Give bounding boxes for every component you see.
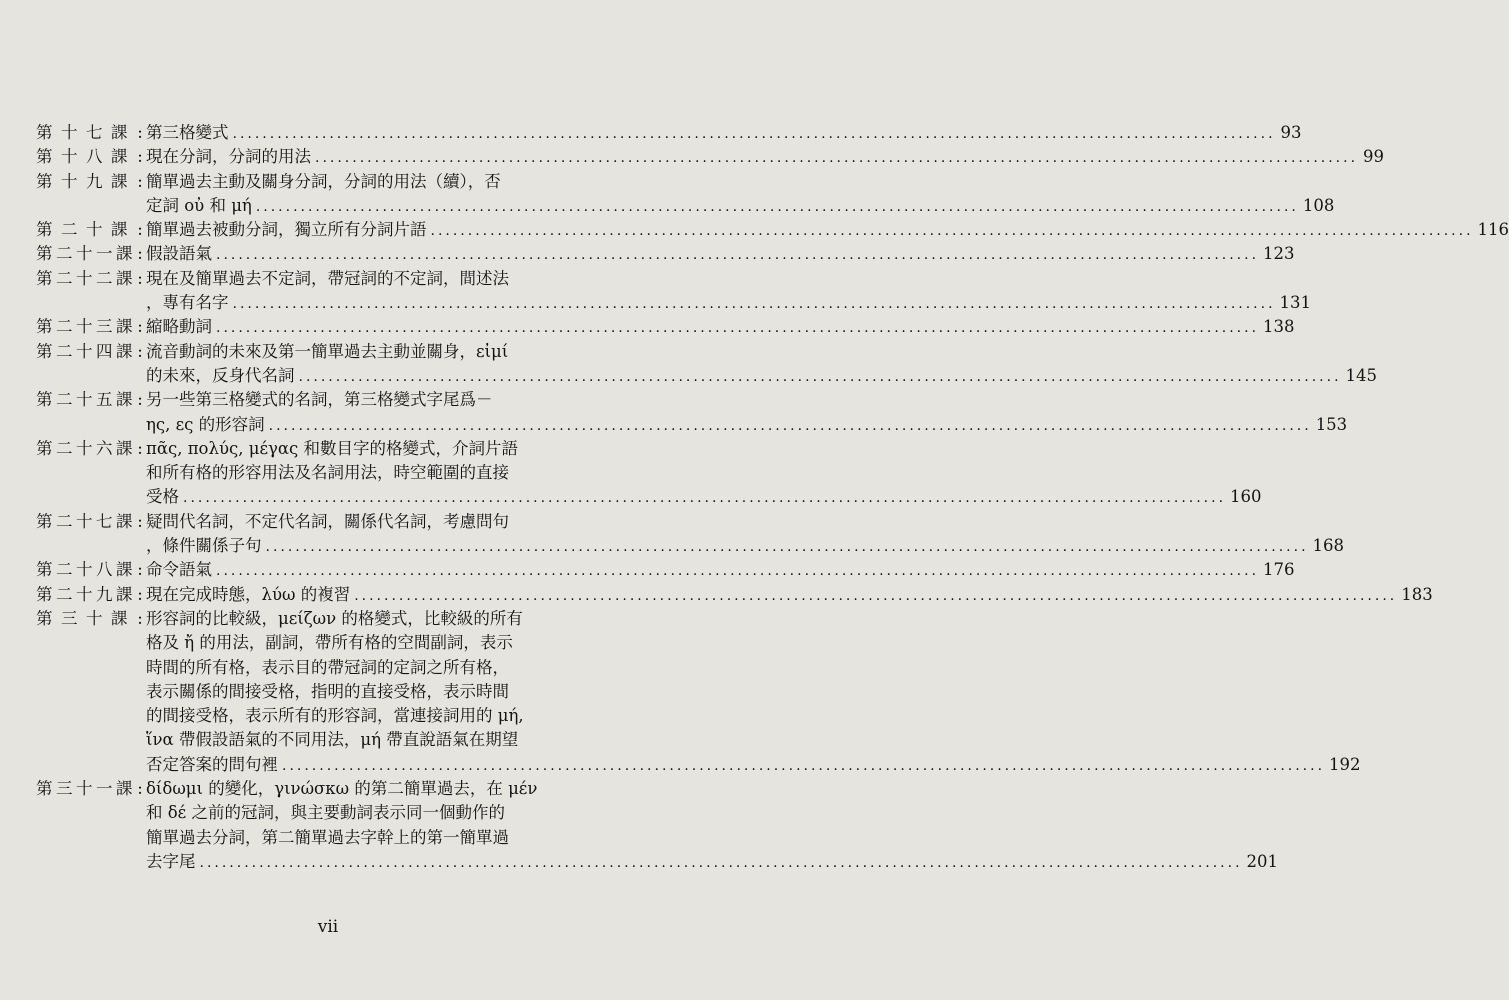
toc-lesson-label: 第 十 七 課 : bbox=[36, 123, 143, 142]
toc-lesson-label: 第 二 十 課 : bbox=[36, 220, 143, 240]
toc-entry bbox=[36, 218, 1509, 242]
table-of-contents bbox=[36, 121, 1509, 874]
dot-leader: ............................................................................................................................................ bbox=[265, 539, 1309, 556]
toc-entry-title: 命令語氣 bbox=[146, 560, 212, 580]
toc-lesson-label: 第 二 十 二 課 : bbox=[36, 268, 143, 288]
toc-lesson-label: 第 二 十 八 課 : bbox=[36, 560, 143, 580]
toc-entry bbox=[36, 607, 1361, 777]
toc-entry bbox=[36, 267, 1312, 316]
dot-leader: ............................................................................................................................................ bbox=[199, 854, 1243, 871]
toc-entry-title: 第三格變式 bbox=[146, 123, 229, 142]
dot-leader: ............................................................................................................................................ bbox=[232, 126, 1276, 142]
toc-entry-title: ，條件關係子句 bbox=[146, 536, 262, 556]
toc-page-number: 168 bbox=[1312, 536, 1345, 556]
toc-entry-title: 和所有格的形容用法及名詞用法，時空範圍的直接 bbox=[146, 463, 509, 483]
toc-entry-title: 的間接受格，表示所有的形容詞，當連接詞用的 μή, bbox=[146, 706, 524, 726]
toc-entry-title: 和 δέ 之前的冠詞，與主要動詞表示同一個動作的 bbox=[146, 803, 505, 823]
toc-entry-title: 的未來，反身代名詞 bbox=[146, 365, 295, 385]
toc-entry bbox=[36, 145, 1385, 169]
toc-page-number: 176 bbox=[1263, 560, 1295, 580]
toc-page-number: 99 bbox=[1363, 147, 1385, 167]
toc-entry-title: 縮略動詞 bbox=[146, 317, 212, 337]
toc-lesson-label: 第 二 十 四 課 : bbox=[36, 341, 143, 361]
toc-lesson-label: 第 三 十 課 : bbox=[36, 608, 143, 628]
toc-entry bbox=[36, 437, 1262, 510]
dot-leader: ............................................................................................................................................ bbox=[315, 150, 1359, 167]
toc-entry-title: 現在完成時態，λύω 的複習 bbox=[146, 584, 351, 604]
dot-leader: ............................................................................................................................................ bbox=[354, 587, 1398, 604]
dot-leader: ............................................................................................................................................ bbox=[268, 417, 1312, 434]
toc-entry-title: δίδωμι 的變化，γινώσκω 的第二簡單過去，在 μέν bbox=[146, 779, 538, 799]
toc-lesson-label: 第 十 九 課 : bbox=[36, 171, 143, 191]
toc-entry-title: 形容詞的比較級，μείζων 的格變式，比較級的所有 bbox=[146, 608, 523, 628]
toc-entry-title: 假設語氣 bbox=[146, 244, 212, 264]
dot-leader: ............................................................................................................................................ bbox=[216, 563, 1260, 580]
toc-lesson-label: 第 二 十 六 課 : bbox=[36, 438, 143, 458]
toc-page-number: 116 bbox=[1477, 220, 1509, 240]
toc-entry bbox=[36, 315, 1295, 339]
toc-entry-title: 格及 ἤ 的用法，副詞，帶所有格的空間副詞，表示 bbox=[146, 633, 513, 653]
toc-entry-title: 去字尾 bbox=[146, 851, 196, 871]
toc-page-number: 160 bbox=[1230, 487, 1262, 507]
toc-entry bbox=[36, 242, 1295, 266]
dot-leader: ............................................................................................................................................ bbox=[216, 320, 1260, 337]
toc-page-number: 131 bbox=[1279, 293, 1312, 313]
toc-page-number: 183 bbox=[1401, 584, 1433, 604]
toc-entry-title: 簡單過去被動分詞，獨立所有分詞片語 bbox=[146, 220, 427, 240]
toc-entry-title: 定詞 οὐ 和 μή bbox=[146, 195, 252, 215]
toc-lesson-label: 第 二 十 一 課 : bbox=[36, 244, 143, 264]
toc-entry bbox=[36, 340, 1378, 389]
toc-entry-title: 另一些第三格變式的名詞，第三格變式字尾爲－ bbox=[146, 390, 493, 410]
toc-entry-title: 現在及簡單過去不定詞，帶冠詞的不定詞，間述法 bbox=[146, 268, 509, 288]
dot-leader: ............................................................................................................................................ bbox=[430, 223, 1474, 240]
dot-leader: ............................................................................................................................................ bbox=[298, 368, 1342, 385]
dot-leader: ............................................................................................................................................ bbox=[255, 198, 1299, 215]
toc-entry-title: 現在分詞，分詞的用法 bbox=[146, 147, 311, 167]
toc-page-number: 153 bbox=[1315, 414, 1348, 434]
page-number: vii bbox=[317, 917, 339, 937]
toc-entry-title: 否定答案的問句裡 bbox=[146, 754, 278, 774]
dot-leader: ............................................................................................................................................ bbox=[282, 757, 1326, 774]
dot-leader: ............................................................................................................................................ bbox=[232, 296, 1276, 313]
toc-entry-title: 表示關係的間接受格，指明的直接受格，表示時間 bbox=[146, 681, 509, 701]
toc-page-number: 123 bbox=[1263, 244, 1295, 264]
toc-lesson-label: 第 十 八 課 : bbox=[36, 147, 143, 167]
dot-leader: ............................................................................................................................................ bbox=[183, 490, 1227, 507]
toc-page-number: 201 bbox=[1246, 851, 1279, 871]
toc-lesson-label: 第 二 十 五 課 : bbox=[36, 390, 143, 410]
toc-entry-title: ，專有名字 bbox=[146, 293, 229, 313]
toc-entry-title: πᾶς, πολύς, μέγας 和數目字的格變式，介詞片語 bbox=[146, 438, 518, 458]
toc-page-number: 93 bbox=[1280, 123, 1302, 142]
toc-entry bbox=[36, 121, 1302, 145]
toc-lesson-label: 第 三 十 一 課 : bbox=[36, 779, 143, 799]
toc-entry bbox=[36, 510, 1345, 559]
toc-entry-title: 受格 bbox=[146, 487, 179, 507]
toc-lesson-label: 第 二 十 七 課 : bbox=[36, 511, 143, 531]
toc-entry-title: ης, ες 的形容詞 bbox=[146, 414, 265, 434]
toc-lesson-label: 第 二 十 三 課 : bbox=[36, 317, 143, 337]
toc-page-number: 108 bbox=[1302, 195, 1335, 215]
dot-leader: ............................................................................................................................................ bbox=[216, 247, 1260, 264]
toc-page-number: 192 bbox=[1329, 754, 1361, 774]
toc-page-number: 145 bbox=[1345, 365, 1378, 385]
toc-entry-title: 疑問代名詞，不定代名詞，關係代名詞，考慮問句 bbox=[146, 511, 509, 531]
toc-lesson-label: 第 二 十 九 課 : bbox=[36, 584, 143, 604]
toc-entry-title: 流音動詞的未來及第一簡單過去主動並關身，εἰμί bbox=[146, 341, 509, 361]
toc-page-number: 138 bbox=[1263, 317, 1295, 337]
toc-entry-title: ἵνα 帶假設語氣的不同用法，μή 帶直說語氣在期望 bbox=[146, 730, 519, 750]
toc-entry bbox=[36, 583, 1433, 607]
toc-entry bbox=[36, 170, 1335, 219]
toc-entry-title: 簡單過去主動及關身分詞，分詞的用法（續），否 bbox=[146, 171, 501, 191]
toc-entry bbox=[36, 388, 1348, 437]
toc-entry-title: 時間的所有格，表示目的帶冠詞的定詞之所有格， bbox=[146, 657, 509, 677]
toc-entry bbox=[36, 558, 1295, 582]
toc-entry bbox=[36, 777, 1279, 874]
toc-entry-title: 簡單過去分詞，第二簡單過去字幹上的第一簡單過 bbox=[146, 827, 509, 847]
